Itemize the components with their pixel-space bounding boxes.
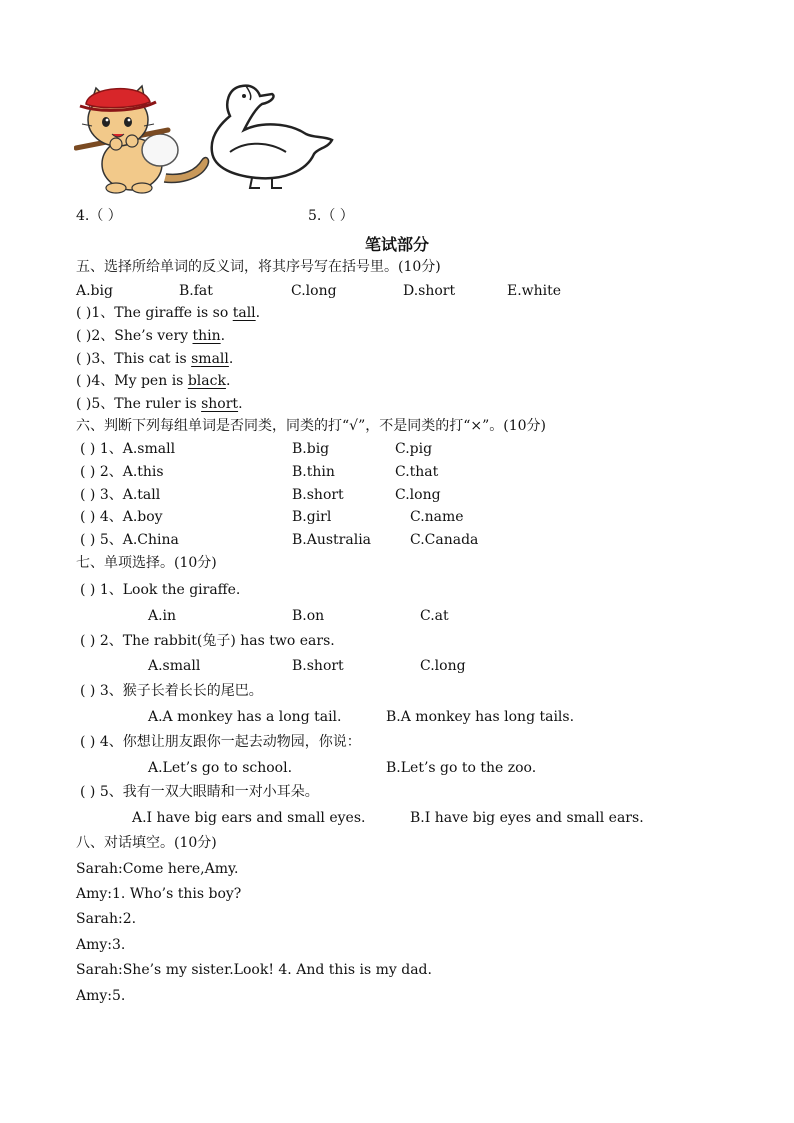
picture-5-marker: 5.（ ） (308, 208, 354, 224)
s8-line-3: Sarah:2. (76, 911, 137, 927)
duck-outline-icon (200, 82, 338, 194)
s6-row-c: C.pig (395, 441, 433, 457)
s5-item-2 (76, 327, 225, 345)
s6-row-a: ( ) 1、A.small (80, 441, 176, 457)
s7-q5-option-b: B.I have big eyes and small ears. (410, 810, 644, 826)
s5-option-c: C.long (291, 283, 337, 299)
s7-q1-option-a: A.in (148, 608, 177, 624)
s7-q1-option-b: B.on (292, 608, 325, 624)
cat-with-hat-icon (74, 78, 214, 196)
s7-q2-option-b: B.short (292, 658, 344, 674)
s5-item-4 (76, 372, 230, 390)
s5-item-punct: . (225, 373, 231, 389)
s6-row-b: B.thin (292, 464, 335, 480)
s8-line-1: Sarah:Come here,Amy. (76, 861, 239, 877)
s6-row-c: C.name (410, 509, 464, 525)
s6-row-a: ( ) 4、A.boy (80, 509, 163, 525)
s5-item-text: ( )2、She’s very (76, 328, 193, 344)
s5-item-punct: . (255, 305, 261, 321)
picture-4-marker: 4.（ ） (76, 208, 122, 224)
s7-q2-option-a: A.small (148, 658, 201, 674)
s5-item-punct: . (238, 396, 243, 412)
s7-q3-option-b: B.A monkey has long tails. (386, 709, 575, 725)
s6-row-b: B.girl (292, 509, 332, 525)
s7-q3-stem: ( ) 3、猴子长着长长的尾巴。 (80, 683, 263, 699)
underlined-word: small (191, 351, 229, 367)
s5-option-b: B.fat (179, 283, 213, 299)
s5-item-text: ( )3、This cat is (76, 351, 192, 367)
s5-option-d: D.short (403, 283, 456, 299)
underlined-word: thin (192, 328, 221, 344)
s5-item-punct: . (228, 351, 234, 367)
s6-row-b: B.big (292, 441, 330, 457)
s5-item-5 (76, 395, 243, 413)
underlined-word: short (201, 396, 239, 412)
s5-heading: 五、选择所给单词的反义词，将其序号写在括号里。(10分) (76, 259, 441, 275)
s8-line-4: Amy:3. (76, 937, 126, 953)
s8-line-6: Amy:5. (76, 988, 126, 1004)
s7-q3-option-a: A.A monkey has a long tail. (148, 709, 342, 725)
s6-row-c: C.Canada (410, 532, 479, 548)
s6-row-c: C.that (395, 464, 439, 480)
s5-item-3 (76, 350, 233, 368)
s7-q4-stem: ( ) 4、你想让朋友跟你一起去动物园，你说： (80, 734, 361, 750)
s8-heading: 八、对话填空。(10分) (76, 835, 217, 851)
underlined-word: black (187, 373, 226, 389)
s6-row-a: ( ) 5、A.China (80, 532, 179, 548)
s6-row-b: B.short (292, 487, 344, 503)
s7-q4-option-b: B.Let’s go to the zoo. (386, 760, 537, 776)
s7-q2-option-c: C.long (420, 658, 466, 674)
s7-q1-option-c: C.at (420, 608, 449, 624)
s8-line-5: Sarah:She’s my sister.Look! 4. And this is my dad. (76, 962, 432, 978)
s5-option-a: A.big (76, 283, 113, 299)
s6-heading: 六、判断下列每组单词是否同类，同类的打“√”，不是同类的打“×”。(10分) (76, 418, 547, 434)
page-title: 笔试部分 (364, 235, 429, 254)
s7-q4-option-a: A.Let’s go to school. (148, 760, 293, 776)
s6-row-c: C.long (395, 487, 441, 503)
s6-row-a: ( ) 3、A.tall (80, 487, 161, 503)
s7-heading: 七、单项选择。(10分) (76, 555, 217, 571)
s7-q5-option-a: A.I have big ears and small eyes. (132, 810, 366, 826)
s7-q2-stem: ( ) 2、The rabbit(兔子) has two ears. (80, 633, 335, 649)
s6-row-b: B.Australia (292, 532, 372, 548)
s7-q5-stem: ( ) 5、我有一双大眼睛和一对小耳朵。 (80, 784, 319, 800)
underlined-word: tall (232, 305, 256, 321)
s5-item-1 (76, 304, 260, 322)
s5-option-e: E.white (507, 283, 562, 299)
s7-q1-stem: ( ) 1、Look the giraffe. (80, 582, 241, 598)
s5-item-punct: . (220, 328, 226, 344)
s5-item-text: ( )4、My pen is (76, 373, 188, 389)
s5-item-text: ( )5、The ruler is (76, 396, 202, 412)
s8-line-2: Amy:1. Who’s this boy? (76, 886, 242, 902)
s5-item-text: ( )1、The giraffe is so (76, 305, 233, 321)
s6-row-a: ( ) 2、A.this (80, 464, 164, 480)
